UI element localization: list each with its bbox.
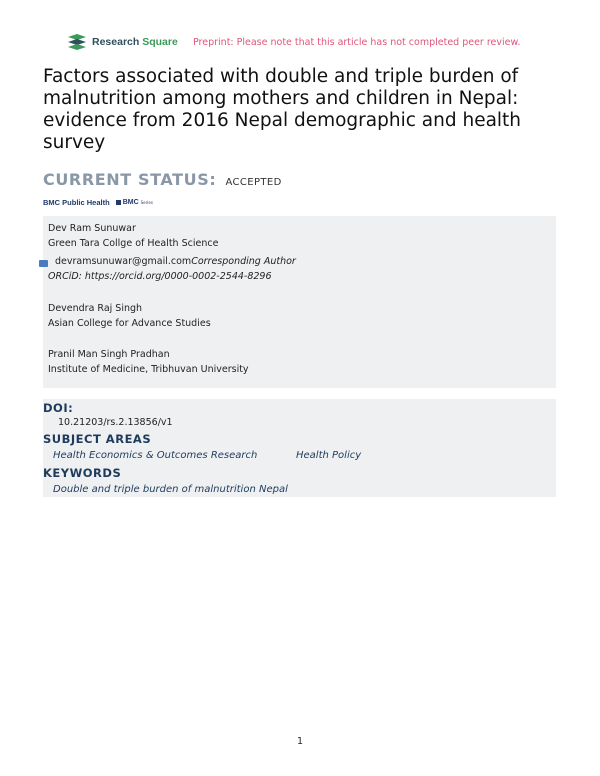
corresponding-author-label: Corresponding Author <box>191 256 296 267</box>
header <box>67 34 547 52</box>
email-address[interactable]: devramsunuwar@gmail.com <box>55 256 192 267</box>
author-name: Pranil Man Singh Pradhan <box>48 349 170 360</box>
author-entry <box>48 221 218 251</box>
current-status <box>43 170 282 189</box>
keywords-label: KEYWORDS <box>43 466 122 480</box>
author-name: Dev Ram Sunuwar <box>48 223 136 234</box>
bmc-series: Series <box>140 200 153 205</box>
journal-name: BMC Public Health <box>43 198 110 207</box>
contact-email[interactable] <box>55 256 296 267</box>
keywords-value: Double and triple burden of malnutrition Nepal <box>53 484 288 495</box>
bmc-brand: BMC <box>122 199 139 206</box>
orcid-link[interactable]: ORCiD: https://orcid.org/0000-0002-2544-8296 <box>48 271 272 282</box>
doi-label: DOI: <box>43 401 74 415</box>
email-icon <box>39 260 48 267</box>
status-value: ACCEPTED <box>225 177 282 188</box>
logo-text-square: Square <box>142 36 178 48</box>
doi-value[interactable]: 10.21203/rs.2.13856/v1 <box>58 417 173 428</box>
paper-title: Factors associated with double and triple burden of malnutrition among mothers and children in Nepal: evidence from 2016 Nepal demographic and health survey <box>43 66 522 153</box>
research-square-logo-icon <box>67 34 87 50</box>
journal-badge[interactable] <box>43 198 153 207</box>
logo-text-research: Research <box>92 36 140 48</box>
author-affiliation: Institute of Medicine, Tribhuvan University <box>48 364 249 375</box>
subject-areas-label: SUBJECT AREAS <box>43 432 152 446</box>
metadata-panel <box>43 399 556 497</box>
status-label: CURRENT STATUS: <box>43 170 217 189</box>
bmc-logo-icon <box>116 200 121 205</box>
author-name: Devendra Raj Singh <box>48 303 143 314</box>
preprint-notice: Preprint: Please note that this article has not completed peer review. <box>193 37 521 48</box>
authors-panel <box>43 216 556 388</box>
author-affiliation: Green Tara Collge of Health Science <box>48 238 219 249</box>
logo-text <box>92 36 178 48</box>
author-entry <box>48 301 211 331</box>
subject-tag[interactable]: Health Economics & Outcomes Research <box>53 450 258 461</box>
author-affiliation: Asian College for Advance Studies <box>48 318 211 329</box>
subject-tag[interactable]: Health Policy <box>296 450 362 461</box>
research-square-logo[interactable] <box>67 34 178 50</box>
page-number: 1 <box>296 736 304 747</box>
author-entry <box>48 347 249 377</box>
